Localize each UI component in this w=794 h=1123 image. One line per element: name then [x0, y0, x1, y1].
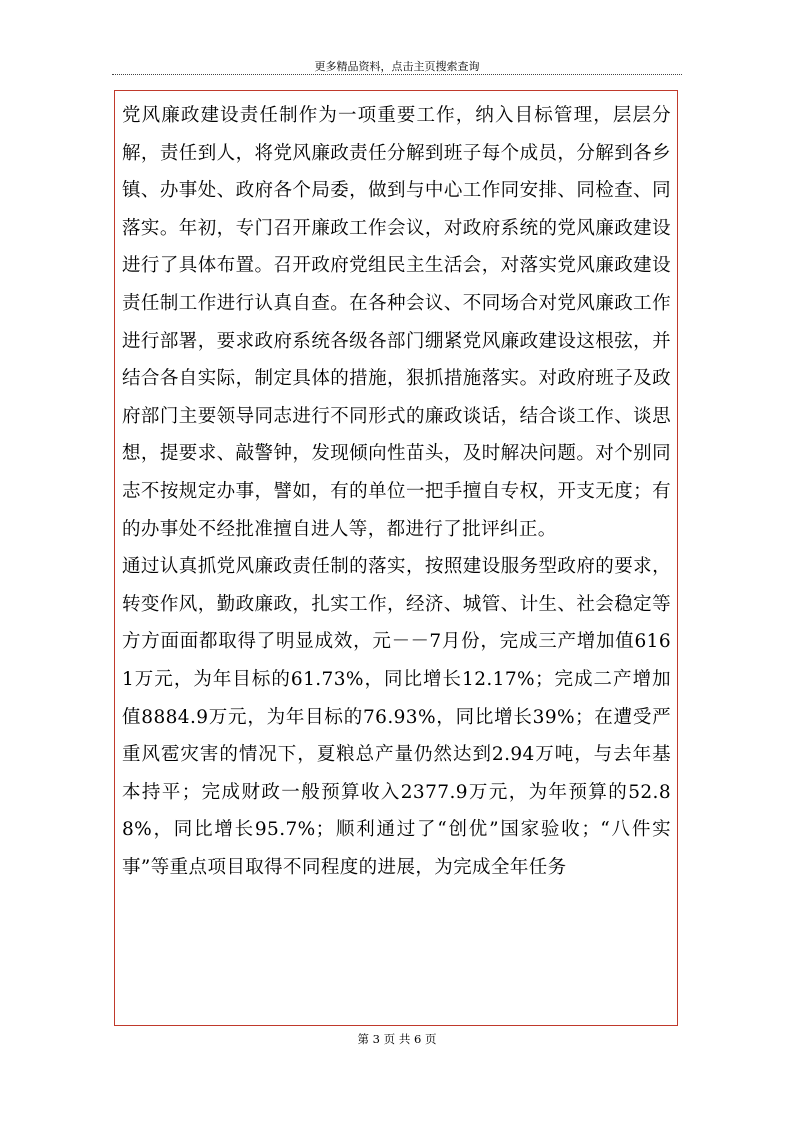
page-number	[112, 1031, 682, 1047]
content-frame	[114, 90, 678, 1026]
page-number-text: 第 3 页 共 6 页	[357, 1032, 437, 1046]
paragraph-2: 通过认真抓党风廉政责任制的落实，按照建设服务型政府的要求，转变作风，勤政廉政，扎实工作，经济、城管、计生、社会稳定等方方面面都取得了明显成效，元－－7月份，完成三产增加值6161万元，为年目标的61.73%，同比增长12.17%；完成二产增加值8884.9万元，为年目标的76.93%，同比增长39%；在遭受严重风雹灾害的情况下，夏粮总产量仍然达到2.94万吨，与去年基本持平；完成财政一般预算收入2377.9万元，为年预算的52.88%，同比增长95.7%；顺利通过了“创优”国家验收；“八件实事”等重点项目取得不同程度的进展，为完成全年任务	[122, 556, 671, 878]
paragraph-1: 党风廉政建设责任制作为一项重要工作，纳入目标管理，层层分解，责任到人，将党风廉政责任分解到班子每个成员，分解到各乡镇、办事处、政府各个局委，做到与中心工作同安排、同检查、同落实。年初，专门召开廉政工作会议，对政府系统的党风廉政建设进行了具体布置。召开政府党组民主生活会，对落实党风廉政建设责任制工作进行认真自查。在各种会议、不同场合对党风廉政工作进行部署，要求政府系统各级各部门绷紧党风廉政建设这根弦，并结合各自实际，制定具体的措施，狠抓措施落实。对政府班子及政府部门主要领导同志进行不同形式的廉政谈话，结合谈工作、谈思想，提要求、敲警钟，发现倾向性苗头，及时解决问题。对个别同志不按规定办事，譬如，有的单位一把手擅自专权，开支无度；有的办事处不经批准擅自进人等，都进行了批评纠正。	[122, 105, 671, 540]
header-text: 更多精品资料，点击主页搜索查询	[314, 60, 480, 73]
header-divider	[112, 74, 682, 75]
